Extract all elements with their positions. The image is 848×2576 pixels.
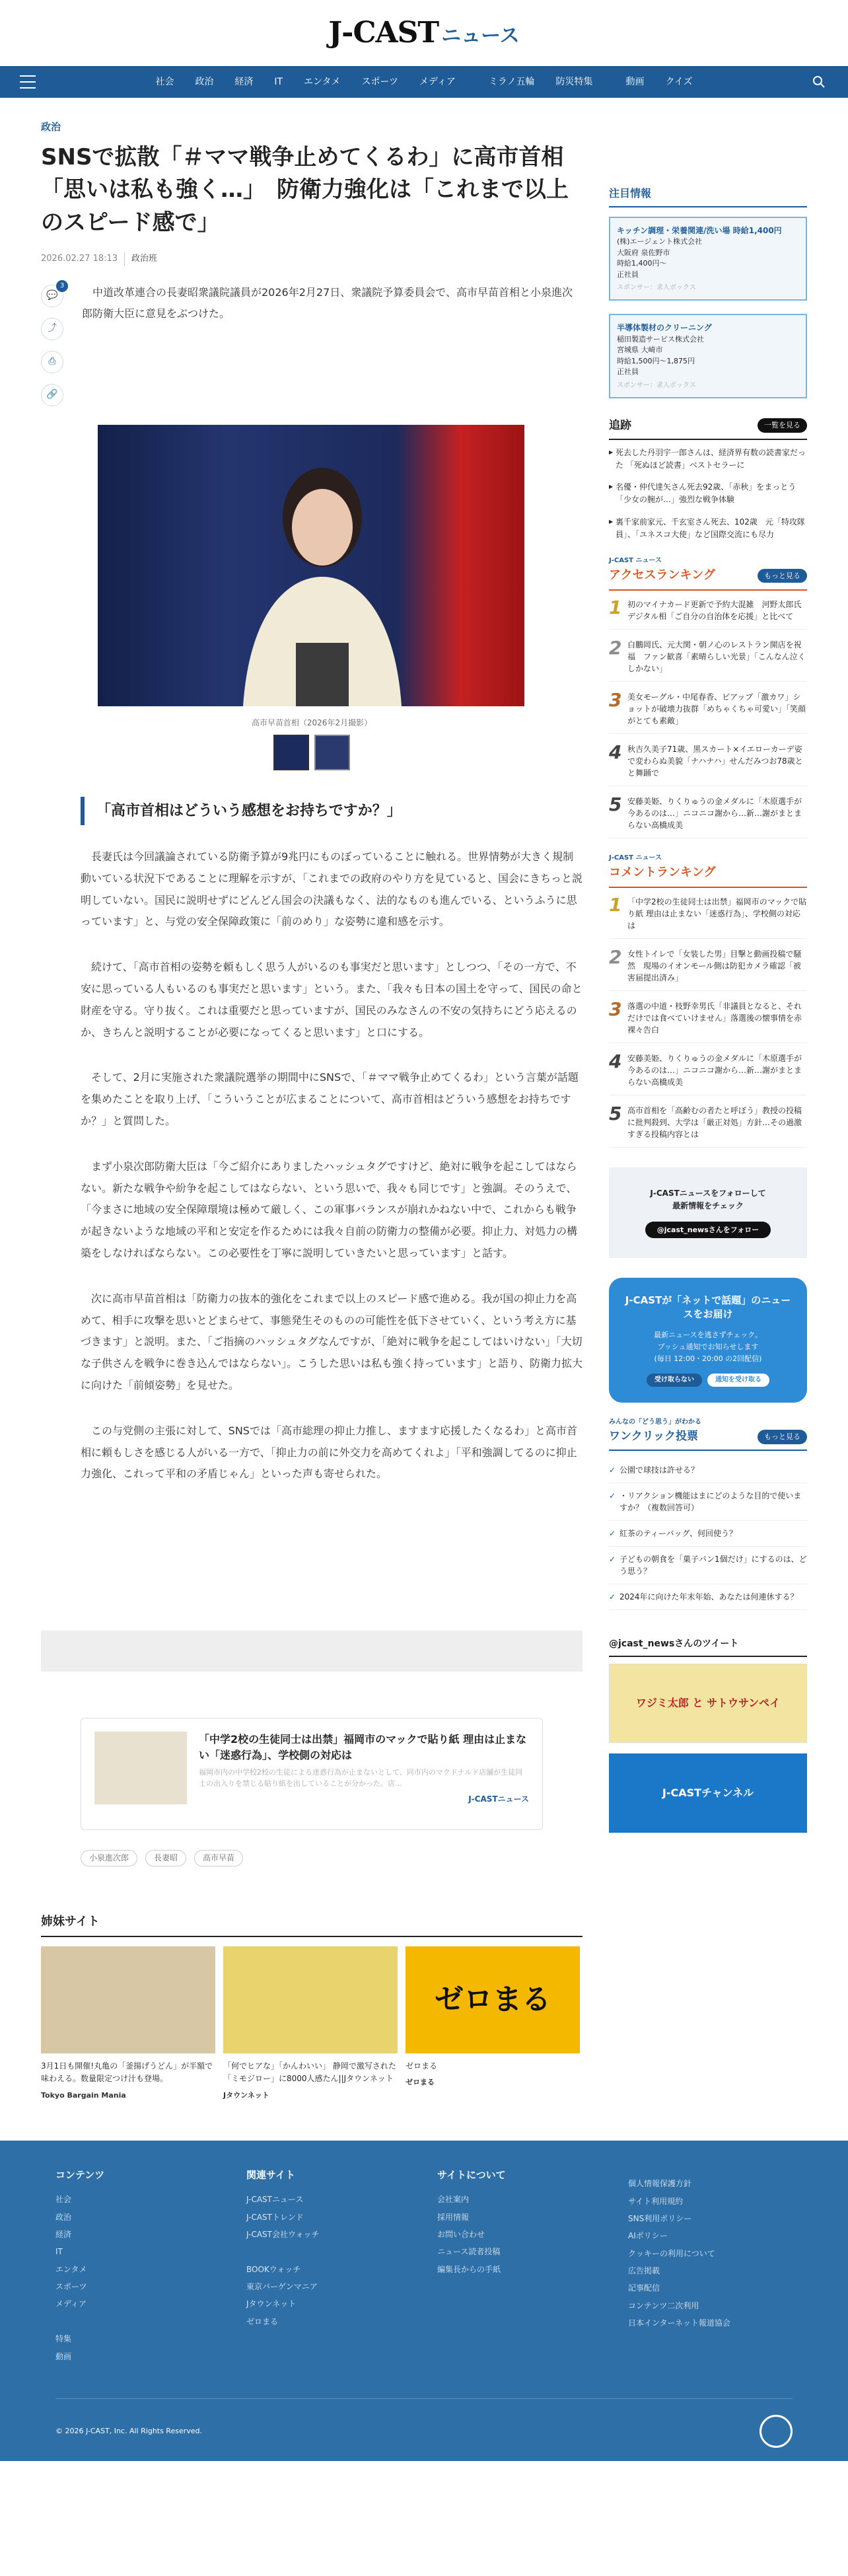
tsuiseki-item[interactable]: ▶ 死去した丹羽宇一郎さんは、経済界有数の読書家だった 「死ぬほど読書」ベストセラーに [609,447,807,472]
footer-heading: サイトについて [437,2169,506,2182]
footer-link[interactable]: SNS利用ポリシー [628,2213,692,2223]
main-nav [0,66,848,98]
menu-icon[interactable] [20,75,36,89]
job-promo[interactable] [609,314,807,398]
ranking-item[interactable] [609,636,807,682]
footer-link[interactable]: 東京バーゲンマニア [246,2282,318,2292]
comment-count-badge: 3 [56,280,68,292]
article-category[interactable]: 政治 [41,121,61,133]
ranking-item[interactable] [609,945,807,991]
nav-item[interactable]: 社会 [155,76,174,87]
related-description: 福岡市内の中学校2校の生徒による迷惑行為が止まないとして、同市内のマクドナルド店舗が生徒同士の出入りを禁じる貼り紙を出していることが分かった。店... [199,1768,523,1788]
notify-accept-button[interactable]: 通知を受け取る [707,1374,769,1387]
article-paragraph: 続けて、「高市首相の姿勢を頼もしく思う人がいるのも事実だと思います」としつつ、「その一方で、不安に思っている人もいるのも事実だと思います」という。また、「我々も日本の国土を守って、国民の命と財産を守る。守り抜く。これは重要だと思っていますが、国民のみなさんの不安の気持ちにどう応えるのか、きちんと説明することが必要になってくると思います」と口にする。 [81,961,583,1039]
tsuiseki-item[interactable]: ▶ 名優・仲代達矢さん死去92歳、「赤秋」をまっとう 「少女の腕が…」強烈な戦争体験 [609,481,807,506]
footer-link[interactable]: メディア [55,2299,87,2309]
copyright: © 2026 J-CAST, Inc. All Rights Reserved. [55,2427,202,2436]
tsuiseki-heading: 追跡 一覧を見る [609,417,807,440]
print-button[interactable] [41,351,63,373]
notice-heading: 注目情報 [609,185,807,207]
footer-link[interactable]: 記事配信 [628,2283,660,2293]
notify-title: J-CASTが「ネットで話題」のニュースをお届け [625,1294,791,1321]
footer-link[interactable]: スポーツ [55,2282,87,2292]
article-date: 2026.02.27 18:13 [41,253,118,264]
footer-link[interactable] [55,2313,220,2330]
promo-sponsor: スポンサー：求人ボックス [617,284,696,292]
footer-link[interactable]: 動画 [55,2351,72,2361]
sister-text: 「何でヒアな」「かんわいい」 静岡で激写された「ミモジロー」に8000人感たん||Jタウンネット [223,2061,396,2084]
sister-image: ゼロまる [406,1946,580,2053]
article-paragraph: 次に高市早苗首相は「防衛力の抜本的強化をこれまで以上のスピード感で進める。我が国の抑止力を高めて、相手に攻撃を思いとどまらせて、事態発生そのものの可能性を低下させていく、という考え方に基づきます」と説明。また、「ご指摘のハッシュタグなんですが、「絶対に戦争を起こしてはいけない」「大切な子供さんを戦争に巻き込んではならない」。こうした思いは私も強く持っています」と語り、防衛力拡大に向けた「前傾姿勢」を見せた。 [81,1292,583,1391]
sister-sites-heading: 姉妹サイト [41,1913,583,1937]
youtube-banner[interactable]: J-CASTチャンネル [609,1753,807,1833]
comment-icon: 💬 [46,290,58,301]
manga-banner[interactable]: ワジミ太郎 と サトウサンペイ [609,1664,807,1743]
follow-box [609,1167,807,1259]
footer-link[interactable]: 編集長からの手紙 [437,2264,501,2274]
promo-type: 正社員 [617,367,639,377]
footer-column [55,2167,220,2365]
article-lead: 中道改革連合の長妻昭衆議院議員が2026年2月27日、衆議院予算委員会で、高市早苗首相と小泉進次郎防衛大臣に意見をぶつけた。 [82,285,573,320]
footer-link[interactable]: コンテンツ二次利用 [628,2300,699,2310]
follow-subtext: 最新情報をチェック [672,1200,744,1210]
article-paragraph: 長妻氏は今回議論されている防衛予算が9兆円にものぼっていることに触れる。世界情勢が大きく規制動いている状況下であることに理解を示すが、「これまでの政府のやり方を見ていると、国会にきちっと説明していない。国民に説明せずにどんどん国会の決議もなく、法的なものも進んでいる、というふうに思っています」と、与党の安全保障政策に「前のめり」な姿勢に違和感を示す。 [81,850,583,928]
footer-link[interactable]: お問い合わせ [437,2229,485,2239]
photo-thumbnails [41,735,583,770]
print-icon: ⎙ [48,356,56,367]
comment-caption: J-CAST ニュース [609,854,662,862]
footer-link[interactable]: J-CASTニュース [246,2195,304,2205]
share-bar [41,282,63,406]
push-notify-box: J-CASTが「ネットで話題」のニュースをお届け 最新ニュースを逃さずチェック。 プッシュ通知でお知らせします (毎日 12:00・20:00 の2回配信) 受け取らない 通知を受け取る [609,1278,807,1403]
footer-link[interactable] [246,2243,411,2260]
footer-link[interactable]: 個人情報保護方針 [628,2179,692,2189]
related-thumbnail [94,1732,187,1804]
promo-place: 宮城県 大崎市 [617,346,663,355]
footer-link[interactable]: ゼロまる [246,2316,279,2326]
promo-type: 正社員 [617,270,639,279]
footer-column [628,2167,793,2365]
footer-link[interactable]: エンタメ [55,2264,87,2274]
notify-decline-button[interactable]: 受け取らない [647,1374,702,1387]
footer-link[interactable]: 採用情報 [437,2212,470,2222]
ranking-item[interactable] [609,1000,807,1043]
footer-heading: 関連サイト [246,2169,295,2182]
rank-text: 安藤美姫、りくりゅうの金メダルに「木原選手が今あるのは…」ニコニコ謝から…新…謝がまとまらない高橋成美 [627,796,802,830]
footer-link[interactable]: クッキーの利用について [628,2248,715,2258]
footer-link[interactable]: 広告掲載 [628,2266,660,2276]
sister-sites [41,1946,583,2101]
comment-button[interactable] [41,281,65,307]
footer-column [246,2167,411,2365]
rank-number: 4 [609,1050,622,1072]
nav-item[interactable]: 政治 [195,76,214,87]
footer-link[interactable]: Jタウンネット [246,2299,297,2309]
footer-heading: コンテンツ [55,2169,105,2182]
footer-link[interactable]: BOOKウォッチ [246,2264,301,2274]
poll-item[interactable]: ✓ 紅茶のティーバッグ、何回使う？ [609,1521,807,1547]
sister-logo: ゼロまる [406,2078,435,2087]
tag-list [81,1850,543,1866]
footer-link[interactable]: 特集 [55,2334,72,2344]
tsuiseki-item[interactable]: ▶ 裏千家前家元、千玄室さん死去、102歳 元「特攻隊員」、「ユネスコ大使」など国際交流にも尽力 [609,516,807,541]
footer-link[interactable]: IT [55,2247,63,2257]
footer-link[interactable]: J-CASTトレンド [246,2212,304,2222]
search-icon[interactable] [812,75,828,89]
rank-text: 白鵬岡氏、元大関・朝ノ心のレストラン開店を祝福 ファン歓喜「素晴らしい光景」「こんなん泣くしかない」 [627,640,806,673]
rank-text: 秋吉久美子71歳、黒スカート×イエローカーデ姿で変わらぬ美貌「ナハナハ」せんだみつお78歳とと舞踊で [627,744,803,778]
promo-wage: 時給1,400円～ [617,259,667,268]
article-title: SNSで拡散「＃ママ戦争止めてくるわ」に高市首相「思いは私も強く…」 防衛力強化は「これまで以上のスピード感で」 [41,144,569,236]
poll-more-button[interactable]: もっと見る [758,1430,807,1444]
article-paragraph: そして、2月に実施された衆議院選挙の期間中にSNSで、「＃ママ戦争止めてくるわ」という言葉が話題を集めたことを取り上げ、「こういうことが広まることについて、高市首相はどういう感想をお持ちですか？」と質問した。 [81,1071,579,1128]
article-meta [41,252,583,266]
nav-item[interactable]: ミラノ五輪 [488,76,535,87]
ranking-item[interactable] [609,743,807,786]
nav-item[interactable]: メディア [419,76,456,87]
rank-text: 女性トイレで「女装した男」目撃と動画投稿で騒然 現場のイオンモール側は防犯カメラ確認「被害届提出済み」 [627,949,802,982]
tag-link[interactable]: 小泉進次郎 [81,1850,137,1866]
access-more-button[interactable]: もっと見る [758,569,807,583]
rank-text: 初のマイナカード更新で予約大混雑 河野太郎氏デジタル相「ご自分の自治体を応援」と比べて [627,599,802,621]
photo-caption: 高市早苗首相（2026年2月撮影） [251,718,372,727]
ad-slot [41,1631,583,1672]
share-icon: ⤴ [48,323,57,334]
tag-link[interactable]: 長妻昭 [145,1850,186,1866]
rank-number: 1 [609,596,622,618]
article-photo[interactable] [98,425,524,706]
article-main [41,98,583,2101]
association-logo [760,2415,793,2448]
ranking-item[interactable] [609,795,807,838]
footer-link[interactable]: 社会 [55,2195,72,2205]
article-body [41,846,583,1485]
copy-link-button[interactable] [41,384,63,406]
nav-item[interactable]: 動画 [625,76,645,87]
photo-thumbnail[interactable] [273,735,309,770]
footer-column [437,2167,602,2365]
poll-caption: みんなの「どう思う」がわかる [609,1418,701,1426]
poll-item[interactable]: ✓ 公園で球技は許せる？ [609,1457,807,1483]
promo-company: 稲田製造サービス株式会社 [617,334,704,344]
site-footer [0,2141,848,2461]
follow-text: J-CASTニュースをフォローして [650,1188,766,1198]
promo-sponsor: スポンサー：求人ボックス [617,381,696,389]
access-ranking-heading: アクセスランキング もっと見る [609,566,807,591]
article-paragraph: まず小泉次郎防衛大臣は「今ご紹介にありましたハッシュタグですけど、絶対に戦争を起こしてはならない。新たな戦争や紛争を起こしてはならない、という思いで、我々も同じです」と強調。そのうえで、「今まさに地域の安全保障環境は極めて厳しく、この軍事バランスが崩れかねない中で、これからも戦争が起きないような地域の平和と安定を作るためには我々自前の防衛力の整備が必要。抑止力、対処力の構築をしなければならない。この必要性を丁寧に説明していきたいと思っています」と話す。 [81,1159,578,1260]
poll-item[interactable]: ✓ 子どもの朝食を「菓子パン1個だけ」にするのは、どう思う？ [609,1547,807,1584]
poll-item[interactable]: ✓ ・リアクション機能はまにどのような目的で使いますか？（複数回答可） [609,1483,807,1521]
footer-link[interactable]: 会社案内 [437,2195,470,2205]
related-source: J-CASTニュース [468,1794,529,1804]
nav-item[interactable]: IT [274,76,283,87]
access-caption: J-CAST ニュース [609,556,662,564]
footer-link[interactable]: 政治 [55,2212,72,2222]
rank-text: 「中学2校の生徒同士は出禁」福岡市のマックで貼り紙 理由は止まない「迷惑行為」、学校側の対応は [627,897,807,930]
sister-image [41,1946,215,2053]
promo-place: 大阪府 泉佐野市 [617,248,670,257]
tsuiseki-more-button[interactable]: 一覧を見る [758,418,807,433]
rank-text: 美女モーグル・中尾春香、ピアップ「激カワ」ショットが破壊力抜群「めちゃくちゃ可愛い」「笑顔がとても素敵」 [627,692,806,725]
rank-text: 落選の中道・枝野幸男氏「非議員となると、それだけでは食べていけません」落選後の懐事情を赤裸々告白 [627,1001,802,1035]
poll-item[interactable]: ✓ 2024年に向けた年末年始、あなたは何連休する？ [609,1584,807,1610]
rank-number: 3 [609,688,622,711]
tag-link[interactable]: 高市早苗 [194,1850,243,1866]
nav-item[interactable]: スポーツ [361,76,398,87]
photo-thumbnail[interactable] [314,735,350,770]
rank-number: 3 [609,998,622,1020]
article-paragraph: この与党側の主張に対して、SNSでは「高市総理の抑止力推し、ますます応援したくなるわ」と高市首相に頼もしさを感じる人がいる一方で、「抑止力の前に外交力を高めてくれよ」「平和強調してるのに抑止力強化、これって平和の矛盾じゃん」といった声も寄せられた。 [81,1424,577,1481]
nav-items [36,75,812,89]
sidebar [609,98,807,2101]
site-logo[interactable]: J-CAST ニュース [328,15,520,50]
rank-number: 4 [609,741,622,763]
footer-link[interactable]: ニュース読者投稿 [437,2247,501,2257]
ranking-item[interactable] [609,1052,807,1095]
nav-item[interactable]: クイズ [665,76,693,87]
promo-title: 半導体製材のクリーニング [617,323,712,333]
footer-link[interactable]: 経済 [55,2229,72,2239]
x-follow-button[interactable]: @jcast_newsさんをフォロー [645,1222,771,1239]
promo-title: キッチン調理・栄養関連/洗い場 時給1,400円 [617,225,782,235]
nav-item[interactable]: 防災特集 [555,76,593,87]
sister-text: 3月1日も開催!丸亀の「釜揚げうどん」が半額で味わえる。数量限定つけ汁も登場。 [41,2061,213,2084]
link-icon: 🔗 [46,389,58,400]
footer-link[interactable]: 日本インターネット報道協会 [628,2318,730,2328]
job-promo[interactable] [609,217,807,301]
rank-number: 1 [609,893,622,916]
related-title: 「中学2校の生徒同士は出禁」福岡市のマックで貼り紙 理由は止まない「迷惑行為」、学校側の対応は [199,1733,527,1762]
speaker-figure [230,445,415,706]
ranking-item[interactable] [609,688,807,734]
promo-wage: 時給1,500円～1,875円 [617,356,695,365]
tweets-heading: @jcast_newsさんのツイート [609,1637,807,1656]
rank-number: 2 [609,945,622,968]
footer-link[interactable]: サイト利用規約 [628,2196,684,2206]
rank-number: 2 [609,636,622,659]
sister-image [223,1946,398,2053]
ranking-item[interactable] [609,893,807,939]
footer-link[interactable]: AIポリシー [628,2231,668,2241]
sister-site-card[interactable] [41,1946,215,2101]
sister-logo: Jタウンネット [223,2090,269,2100]
comment-ranking-heading: コメントランキング [609,864,807,888]
rank-number: 5 [609,793,622,815]
rank-text: 高市首相を「高齢むの者たと呼ぼう」教授の投稿に批判殺到、大学は「厳正対処」方針…その過激すぎる投稿内容とは [627,1105,802,1139]
related-article-card[interactable] [81,1718,543,1830]
sister-logo: Tokyo Bargain Mania [41,2090,126,2100]
footer-link[interactable]: J-CAST会社ウォッチ [246,2229,320,2239]
rank-number: 5 [609,1102,622,1124]
nav-item[interactable]: エンタメ [304,76,341,87]
article-subheading: 「高市首相はどういう感想をお持ちですか？」 [81,797,583,825]
article-author[interactable]: 政治班 [124,252,157,266]
sister-site-card[interactable] [223,1946,398,2101]
sister-text: ゼロまる [406,2061,438,2071]
nav-item[interactable]: 経済 [234,76,254,87]
site-header [0,0,848,66]
sister-site-card[interactable] [406,1946,580,2101]
rank-text: 安藤美姫、りくりゅうの金メダルに「木原選手が今あるのは…」ニコニコ謝から…新…謝がまとまらない高橋成美 [627,1053,802,1087]
ranking-item[interactable] [609,596,807,630]
promo-company: (株)エージェント株式会社 [617,237,703,246]
share-button[interactable] [41,318,63,340]
poll-heading: ワンクリック投票 もっと見る [609,1428,807,1451]
ranking-item[interactable] [609,1102,807,1148]
